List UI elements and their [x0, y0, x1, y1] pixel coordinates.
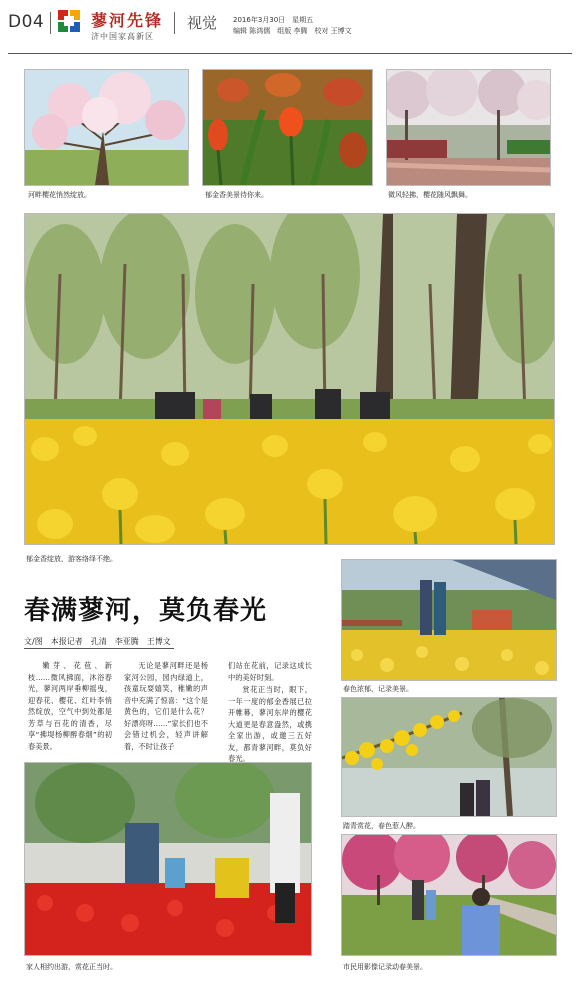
article-headline: 春满蓼河，莫负春光: [24, 596, 268, 626]
brand-name: 蓼河先锋: [91, 11, 164, 30]
photographer-photo: [341, 834, 557, 956]
article-column: 们站在花前，记录这成长中的美好时刻。: [228, 661, 312, 682]
forsythia-photo: [341, 697, 557, 817]
photo-caption: 踏青赏花，春色惹人醉。: [343, 822, 420, 830]
editors-line: 编辑 陈鸿儒 组版 李腾 校对 王博文: [233, 27, 352, 35]
issue-date: 2016年3月30日 星期五: [233, 16, 314, 24]
photo-caption: 春色浓郁，记录美景。: [343, 685, 413, 693]
section-name: 视觉: [187, 14, 218, 32]
photo-caption: 郁金香美景待你来。: [205, 191, 268, 199]
header-divider: [174, 12, 175, 34]
photo-caption: 河畔樱花悄然绽放。: [28, 191, 91, 199]
photo-caption: 市民用影像记录动春美景。: [343, 963, 427, 971]
photo-caption: 微风轻拂，樱花随风飘舞。: [388, 191, 472, 199]
article-column: 无论是蓼河畔还是杨家河公园，园内绿道上，孩童玩耍嬉笑，稚嫩的声音中充满了惊喜：“这个是黄色的，它们是什么花？好漂亮呀……”家长们也不会错过机会，轻声讲解着，不时让孩子: [124, 661, 208, 751]
yellow-tulip-field-photo: [24, 213, 555, 545]
red-tulips-photo: [202, 69, 373, 186]
header-divider: [50, 12, 51, 34]
article-byline: 文/图 本报记者 孔清 李亚腾 王博文: [24, 637, 171, 646]
park-couple-photo: [341, 559, 557, 681]
page-number: D04: [8, 12, 45, 32]
article-column: 嫩芽、花苞、新枝……微风拂面，沐浴春光，蓼河两岸垂柳摇曳，迎春花、樱花、红叶李悄然绽放，空气中到处都是芳草与百花的清香，尽享“拂堤杨柳醉春烟”的初春美景。: [28, 661, 112, 751]
article-column: 赏花正当时，眼下，一年一度的郁金香展已拉开帷幕，蓼河东岸的樱花大道更是春意盎然，或携全家出游，或邀三五好友，都青蓼河畔，莫负好春光。: [228, 685, 312, 763]
photo-caption: 郁金香绽放，游客络绎不绝。: [26, 555, 117, 563]
header-rule: [8, 53, 572, 54]
brand-subtitle: 济中国家高新区: [91, 32, 154, 41]
photo-caption: 家人相约出游，赏花正当时。: [26, 963, 117, 971]
blossom-tree-photo: [24, 69, 189, 186]
byline-rule: [24, 648, 174, 649]
family-tulips-photo: [24, 762, 312, 956]
cherry-path-photo: [386, 69, 551, 186]
newspaper-logo-icon: [58, 10, 80, 32]
